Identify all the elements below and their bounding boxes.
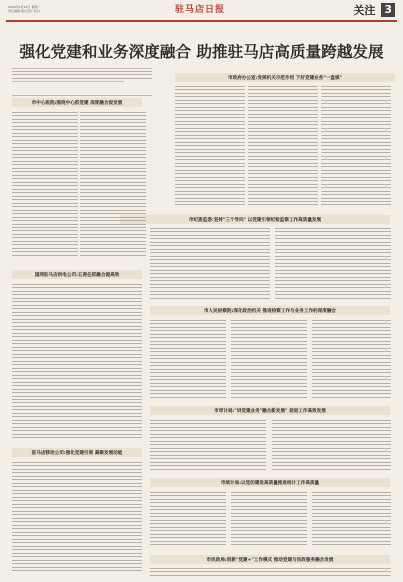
text-block xyxy=(312,320,391,400)
subhead-pingyu: 国网驻马店供电公司:五责任抓融合提高效 xyxy=(12,270,142,279)
subhead-audit: 市统计局:以党的建设高质量推进统计工作高质量 xyxy=(150,478,390,487)
subhead-press: 市人民检察院:深化政治机关 推进检察工作与业务工作的深度融合 xyxy=(150,306,390,315)
text-block xyxy=(175,86,245,208)
text-block xyxy=(12,112,78,262)
subhead-statistics: 市审计局:"讲党建业务"融合新发展" 促进工作高效发展 xyxy=(150,406,390,415)
text-block xyxy=(12,462,142,574)
section-name: 关注 xyxy=(353,4,376,17)
page-number: 3 xyxy=(381,3,395,17)
subhead-sheqi: 市民政局:创新"党建+"工作模式 推动党建与民政服务融合发展 xyxy=(150,555,390,564)
page-headline: 强化党建和业务深度融合 助推驻马店高质量跨越发展 xyxy=(19,42,384,61)
editor-line: 责任编辑 版式设计 校对 xyxy=(8,9,40,14)
subhead-discipline: 市纪委监委:坚持"三个导向" 以党建引领纪检监察工作高质量发展 xyxy=(120,215,390,224)
text-block xyxy=(150,492,226,550)
text-block xyxy=(80,112,146,262)
date-line: 2020年5月18日 星期一 xyxy=(8,5,41,9)
text-block xyxy=(275,228,391,302)
top-rule xyxy=(6,20,397,22)
text-block xyxy=(312,492,391,550)
text-block xyxy=(150,420,266,472)
masthead-info xyxy=(8,5,128,13)
text-block xyxy=(150,320,226,400)
text-block xyxy=(231,492,307,550)
intro-box xyxy=(12,68,152,96)
subhead-xiping: 驻马店移动公司:强化党建引领 凝聚发展动能 xyxy=(12,448,142,457)
text-block xyxy=(150,228,270,302)
subhead-center-county: 市中心医院:围绕中心抓党建 深度融合促发展 xyxy=(12,98,142,107)
text-block xyxy=(12,284,142,442)
text-block xyxy=(231,320,307,400)
subhead-org-dept: 市政府办公室:发挥机关示范作用 下好党建业务"一盘棋" xyxy=(175,73,395,82)
section-header xyxy=(353,1,395,19)
text-block xyxy=(272,420,391,472)
newspaper-logo: 驻马店日报 xyxy=(174,5,225,15)
text-block xyxy=(150,568,391,580)
text-block xyxy=(321,86,391,208)
text-block xyxy=(248,86,318,208)
